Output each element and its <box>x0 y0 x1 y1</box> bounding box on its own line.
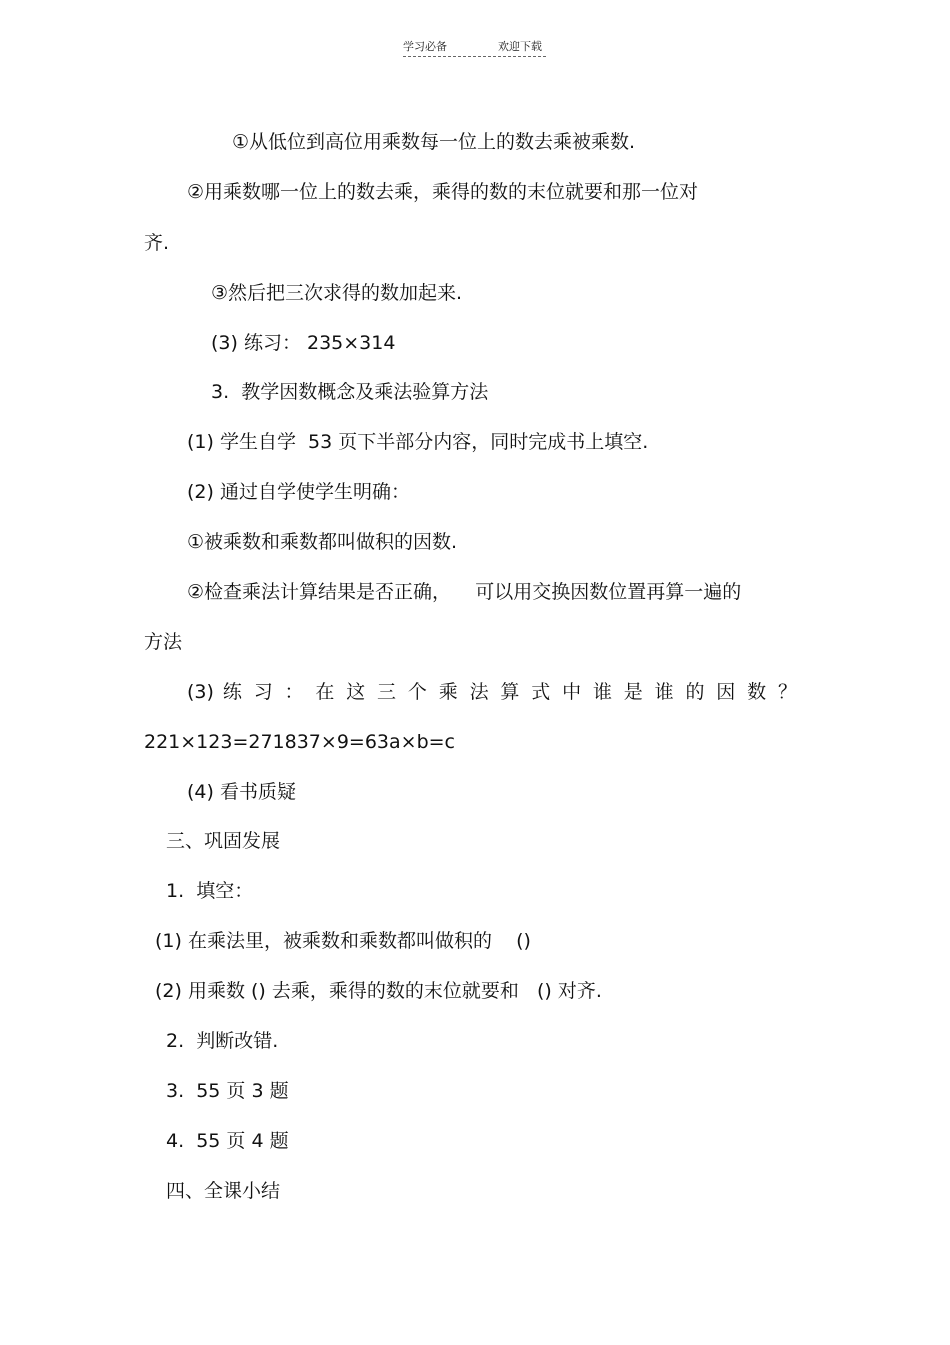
text-line: (1) 学生自学 53 页下半部分内容，同时完成书上填空. <box>187 431 649 453</box>
text-line: (1) 在乘法里，被乘数和乘数都叫做积的 () <box>155 930 531 952</box>
text-line: ②用乘数哪一位上的数去乘，乘得的数的末位就要和那一位对 <box>187 181 699 203</box>
text-line: (2) 用乘数 () 去乘，乘得的数的末位就要和 () 对齐. <box>155 980 602 1002</box>
header-left-text: 学习必备 <box>403 40 447 53</box>
header-right-text: 欢迎下载 <box>498 40 542 53</box>
section-heading: 四、全课小结 <box>166 1180 281 1202</box>
text-line: 1. 填空： <box>166 880 254 902</box>
text-line: 221×123=271837×9=63a×b=c <box>144 731 455 753</box>
text-line: (3) 练 习 ： 在 这 三 个 乘 法 算 式 中 谁 是 谁 的 因 数 ？ <box>187 681 797 703</box>
text-line: 齐. <box>144 232 170 254</box>
text-line: 3. 55 页 3 题 <box>166 1080 289 1102</box>
text-line: 方法 <box>144 631 183 653</box>
section-heading: 三、巩固发展 <box>166 830 281 852</box>
text-line: (2) 通过自学使学生明确： <box>187 481 410 503</box>
text-line: (3) 练习： 235×314 <box>211 332 396 354</box>
text-line: 3. 教学因数概念及乘法验算方法 <box>211 381 489 403</box>
page-header <box>403 40 546 57</box>
text-line: ①从低位到高位用乘数每一位上的数去乘被乘数. <box>232 131 636 153</box>
text-line: (4) 看书质疑 <box>187 781 296 803</box>
text-line: ②检查乘法计算结果是否正确， 可以用交换因数位置再算一遍的 <box>187 581 742 603</box>
text-line: ③然后把三次求得的数加起来. <box>211 282 463 304</box>
text-line: ①被乘数和乘数都叫做积的因数. <box>187 531 458 553</box>
text-line: 4. 55 页 4 题 <box>166 1130 289 1152</box>
text-line: 2. 判断改错. <box>166 1030 279 1052</box>
